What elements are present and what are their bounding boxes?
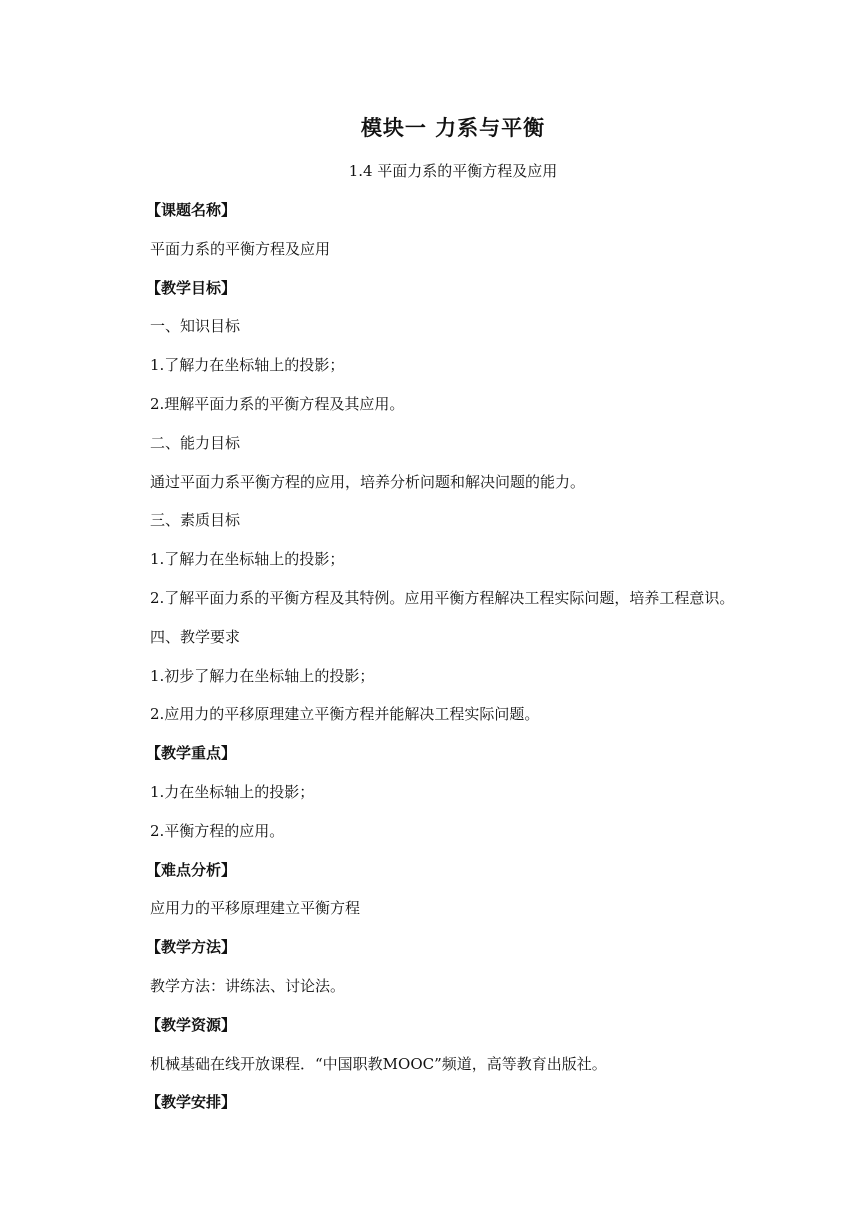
paragraph-line: 2.了解平面力系的平衡方程及其特例。应用平衡方程解决工程实际问题，培养工程意识。: [150, 588, 735, 607]
paragraph-line: 教学方法：讲练法、讨论法。: [150, 976, 346, 995]
paragraph-line: 2.应用力的平移原理建立平衡方程并能解决工程实际问题。: [150, 705, 540, 724]
paragraph-line: 2.理解平面力系的平衡方程及其应用。: [150, 394, 405, 413]
paragraph-line: 应用力的平移原理建立平衡方程: [150, 899, 361, 918]
document-title: 模块一 力系与平衡: [360, 116, 546, 140]
paragraph-line: 平面力系的平衡方程及应用: [150, 239, 331, 258]
paragraph-line: 1.了解力在坐标轴上的投影；: [150, 550, 345, 569]
section-heading: 【课题名称】: [146, 201, 237, 219]
section-heading: 【教学资源】: [146, 1015, 237, 1034]
paragraph-line: 1.力在坐标轴上的投影；: [150, 782, 315, 801]
paragraph-line: 通过平面力系平衡方程的应用，培养分析问题和解决问题的能力。: [150, 472, 586, 491]
paragraph-line: 二、能力目标: [150, 433, 241, 452]
section-heading: 【难点分析】: [146, 860, 237, 879]
section-heading: 【教学方法】: [146, 938, 237, 957]
section-heading: 【教学重点】: [146, 744, 237, 763]
document-body: [146, 198, 830, 1129]
section-heading: 【教学目标】: [146, 278, 237, 297]
paragraph-line: 1.初步了解力在坐标轴上的投影；: [150, 666, 375, 685]
paragraph-line: 机械基础在线开放课程．“中国职教MOOC”频道，高等教育出版社。: [150, 1054, 607, 1073]
paragraph-line: 三、素质目标: [150, 511, 241, 530]
paragraph-line: 2.平衡方程的应用。: [150, 821, 285, 840]
document-subtitle: 1.4 平面力系的平衡方程及应用: [348, 162, 558, 180]
paragraph-line: 一、知识目标: [150, 317, 241, 336]
paragraph-line: 1.了解力在坐标轴上的投影；: [150, 356, 345, 375]
section-heading: 【教学安排】: [146, 1093, 237, 1112]
paragraph-line: 四、教学要求: [150, 627, 241, 646]
